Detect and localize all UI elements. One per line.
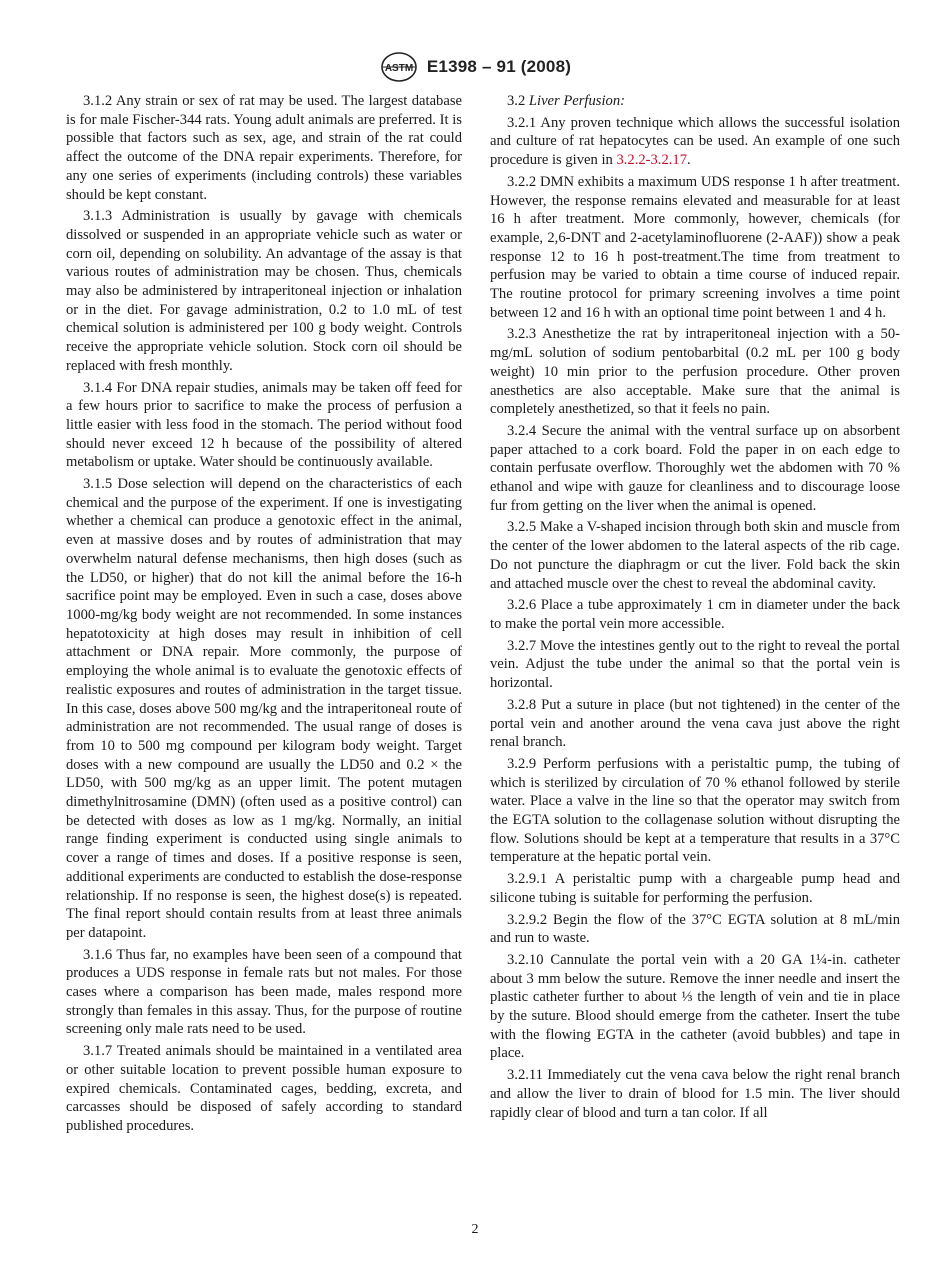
paragraph-3-2-9-1: 3.2.9.1 A peristaltic pump with a chargeable pump head and silicone tubing is suitable for performing the perfusion. — [490, 871, 900, 906]
paragraph-3-2-7: 3.2.7 Move the intestines gently out to the right to reveal the portal vein. Adjust the tube under the animal so that the portal vein is horizontal. — [490, 637, 900, 692]
paragraph-3-2-6: 3.2.6 Place a tube approximately 1 cm in diameter under the back to make the portal vein more accessible. — [490, 597, 900, 632]
paragraph-3-1-5: 3.1.5 Dose selection will depend on the characteristics of each chemical and the purpose of the experiment. If one is investigating whether a chemical can produce a genotoxic effect in the animal, even at massive doses and by routes of administration that may overwhelm natural defense mechanisms, then high doses (such as the LD50, or higher) that do not kill the animal before the 16-h sacrifice point may be employed. Even in such a case, doses above 1000-mg/kg body weight are not recommended. In some instances hepatotoxicity at high doses may result in inhibition of cell attachment or DNA repair. More commonly, the purpose of employing the whole animal is to evaluate the genotoxic effects of realistic exposures and routes of administration in the target tissue. In this case, doses above 500 mg/kg and the intraperitoneal route of administration are not recommended. The usual range of doses is from 10 to 500 mg compound per kilogram body weight. Target doses with a new compound are usually the LD50 and 0.2 × the LD50, with 500 mg/kg as an upper limit. The potent mutagen dimethylnitrosamine (DMN) (often used as a positive control) can be detected with doses as low as 1 mg/kg. Normally, an initial range finding experiment is conducted using single animals to cover a range of times and doses. If a positive response is seen, additional experiments are conducted to establish the dose-response relationship. If no response is seen, the highest dose(s) is repeated. The final report should contain results from at least three animals per datapoint. — [66, 476, 462, 941]
paragraph-3-2-10: 3.2.10 Cannulate the portal vein with a 20 GA 1¼-in. catheter about 3 mm below the suture. Remove the inner needle and insert the plastic catheter further to about ⅓ the length of vein and tie in place by the suture. Blood should emerge from the catheter. Insert the tube with the flowing EGTA in the catheter (avoid bubbles) and tape in place. — [490, 951, 900, 1062]
section-heading-3-2 — [490, 92, 900, 111]
paragraph-3-2-9: 3.2.9 Perform perfusions with a peristaltic pump, the tubing of which is sterilized by circulation of 70 % ethanol followed by sterile water. Place a valve in the line so that the operator may switch from the EGTA solution to the collagenase solution without disrupting the flow. Solutions should be kept at a temperature that results in a 37°C temperature at the hepatic portal vein. — [490, 755, 900, 866]
paragraph-3-2-1-text: 3.2.1 Any proven technique which allows the successful isolation and culture of rat hepatocytes can be used. An example of one such procedure is given in — [490, 114, 900, 169]
paragraph-3-2-8: 3.2.8 Put a suture in place (but not tightened) in the center of the portal vein and another around the vena cava just above the right renal branch. — [490, 696, 900, 751]
paragraph-3-1-3: 3.1.3 Administration is usually by gavage with chemicals dissolved or suspended in an appropriate vehicle such as water or corn oil, depending on solubility. An advantage of the assay is that various routes of administration may be chosen. Thus, chemicals may also be administered by intraperitoneal injection or inhalation or in the diet. For gavage administration, 0.2 to 1.0 mL of test chemical solution is administered per 100 g body weight. Controls receive the appropriate vehicle solution. Stock corn oil should be replaced with fresh monthly. — [66, 208, 462, 374]
paragraph-3-1-6: 3.1.6 Thus far, no examples have been seen of a compound that produces a UDS response in female rats but not males. For those cases where a comparison has been made, males respond more strongly than females in this assay. Thus, for the purpose of routine screening only male rats need to be used. — [66, 946, 462, 1038]
paragraph-3-2-4: 3.2.4 Secure the animal with the ventral surface up on absorbent paper attached to a cork board. Fold the paper in on each edge to contain perfusate overflow. Thoroughly wet the abdomen with 70 % ethanol and wipe with gauze for cleanliness and to discourage loose fur from getting on the liver when the animal is opened. — [490, 422, 900, 514]
page-header — [0, 50, 950, 84]
paragraph-3-1-4: 3.1.4 For DNA repair studies, animals may be taken off feed for a few hours prior to sacrifice to make the process of perfusion a little easier with less food in the stomach. The period without food should never exceed 12 h because of the possibility of altered metabolism or uptake. Water should be continuously available. — [66, 379, 462, 471]
paragraph-3-2-9-2: 3.2.9.2 Begin the flow of the 37°C EGTA solution at 8 mL/min and run to waste. — [490, 911, 900, 947]
paragraph-3-1-7: 3.1.7 Treated animals should be maintained in a ventilated area or other suitable location to prevent possible human exposure to expired chemicals. Contaminated cages, bedding, excreta, and carcasses should be disposed of safely according to standard published procedures. — [66, 1043, 462, 1134]
paragraph-3-2-1 — [490, 114, 900, 170]
section-number: 3.2 — [507, 93, 526, 109]
left-column — [66, 92, 462, 1139]
page-number: 2 — [471, 1222, 479, 1237]
paragraph-3-2-1-end: . — [687, 152, 691, 169]
astm-logo-icon — [379, 51, 419, 83]
paragraph-3-2-5: 3.2.5 Make a V-shaped incision through both skin and muscle from the center of the lower abdomen to the lateral aspects of the rib cage. Do not puncture the diaphragm or cut the liver. Fold back the skin and attached muscle over the chest to reveal the abdominal cavity. — [490, 519, 900, 592]
paragraph-3-2-2: 3.2.2 DMN exhibits a maximum UDS response 1 h after treatment. However, the response remains elevated and measurable for at least 16 h after treatment. More commonly, however, chemicals (for example, 2,6-DNT and 2-acetylaminofluorene (2-AAF)) show a peak response 12 to 16 h post-treatment.The time from treatment to perfusion may be varied to obtain a time course of induced repair. The routine protocol for primary screening involves a time point between 12 and 16 h with an optional time point between 1 and 4 h. — [490, 173, 900, 321]
section-reference-link[interactable]: 3.2.2-3.2.17 — [616, 152, 687, 169]
paragraph-3-1-2: 3.1.2 Any strain or sex of rat may be used. The largest database is for male Fischer-344 rats. Young adult animals are preferred. It is possible that factors such as sex, age, and strain of the rat could affect the outcome of the DNA repair experiments. Therefore, for any one series of experiments (including controls) these variables should be kept constant. — [66, 93, 462, 203]
paragraph-3-2-3: 3.2.3 Anesthetize the rat by intraperitoneal injection with a 50-mg/mL solution of sodium pentobarbital (0.2 mL per 100 g body weight) 10 min prior to the perfusion procedure. Other proven anesthetics are also acceptable. Make sure that the animal is completely anesthetized, so that it feels no pain. — [490, 326, 900, 418]
right-column — [490, 92, 900, 1125]
section-title: Liver Perfusion: — [528, 93, 625, 109]
standard-designation: E1398 – 91 (2008) — [426, 57, 572, 76]
logo-text: ASTM — [384, 63, 414, 74]
paragraph-3-2-11: 3.2.11 Immediately cut the vena cava below the right renal branch and allow the liver to drain of blood for 1.5 min. The liver should rapidly clear of blood and turn a tan color. If all — [490, 1067, 900, 1121]
